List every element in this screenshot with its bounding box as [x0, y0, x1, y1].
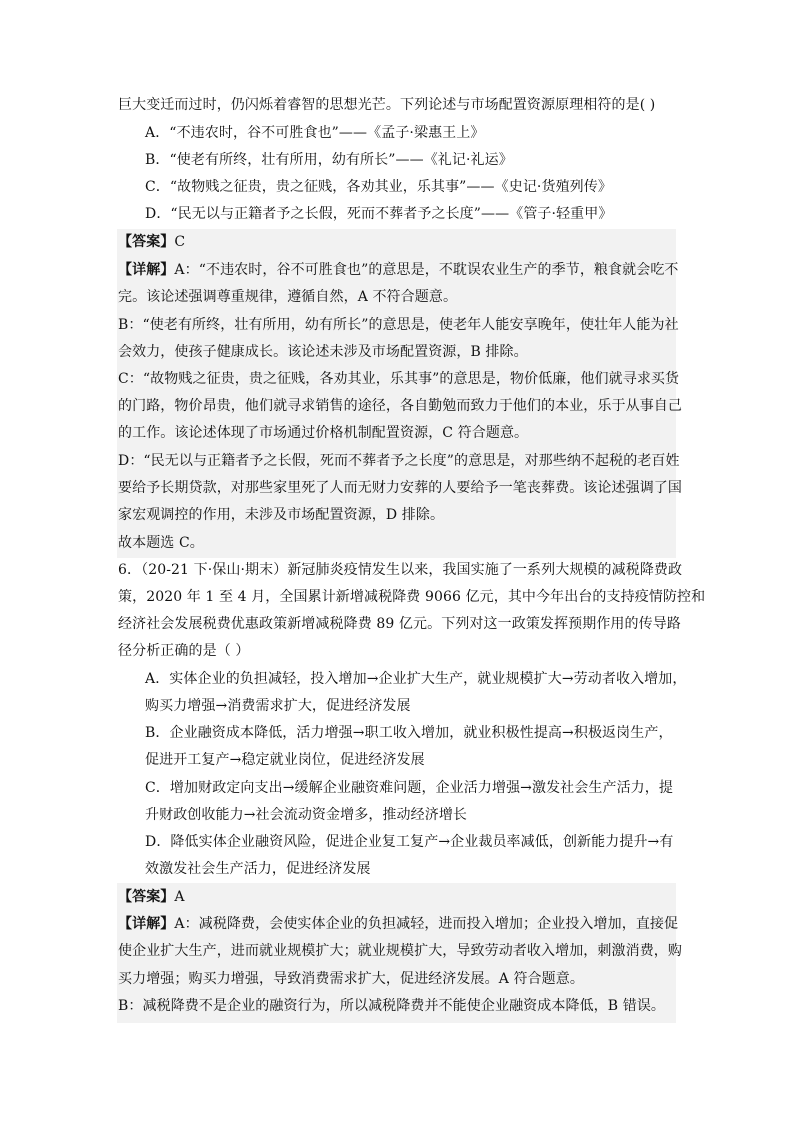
- q5-detail-line: D：“民无以与正籍者予之长假，死而不葬者予之长度”的意思是，对那些纳不起税的老百姓: [118, 453, 680, 469]
- q6-option-c-cont: 升财政创收能力→社会流动资金增多，推动经济增长: [145, 807, 468, 823]
- q6-option-b-cont: 促进开工复产→稳定就业岗位，促进经济发展: [145, 752, 425, 768]
- q6-stem-line: 径分析正确的是（ ）: [118, 643, 250, 659]
- q6-answer: [118, 887, 185, 907]
- q6-detail-line: 【详解】A：减税降费，会使实体企业的负担减轻，进而投入增加；企业投入增加，直接促: [118, 916, 679, 932]
- q5-detail-line: 【详解】A：“不违农时，谷不可胜食也”的意思是，不耽误农业生产的季节，粮食就会吃不: [118, 262, 679, 278]
- q6-stem-line: 策，2020 年 1 至 4 月，全国累计新增减税降费 9066 亿元，其中今年出台的支持疫情防控和: [118, 589, 706, 605]
- q5-detail-line: 的工作。该论述体现了市场通过价格机制配置资源，C 符合题意。: [118, 425, 529, 441]
- q5-option-a: A．“不违农时，谷不可胜食也”——《孟子·梁惠王上》: [145, 125, 485, 141]
- q6-option-a: A．实体企业的负担减轻，投入增加→企业扩大生产，就业规模扩大→劳动者收入增加，: [145, 671, 687, 687]
- q6-detail-line: 使企业扩大生产，进而就业规模扩大；就业规模扩大，导致劳动者收入增加，刺激消费，购: [118, 943, 682, 959]
- q6-detail-line: 买力增强；购买力增强，导致消费需求扩大，促进经济发展。A 符合题意。: [118, 971, 584, 987]
- q5-detail-line: 完。该论述强调尊重规律，遵循自然，A 不符合题意。: [118, 289, 458, 305]
- q6-stem-line: 6．（20-21 下·保山·期末）新冠肺炎疫情发生以来，我国实施了一系列大规模的减税降费政: [118, 562, 683, 578]
- q6-option-b: B．企业融资成本降低，活力增强→职工收入增加，就业积极性提高→积极返岗生产，: [145, 725, 673, 741]
- q5-detail-line: C：“故物贱之征贵，贵之征贱，各劝其业，乐其事”的意思是，物价低廉，他们就寻求买货: [118, 371, 680, 387]
- q5-stem: 巨大变迁而过时，仍闪烁着睿智的思想光芒。下列论述与市场配置资源原理相符的是( ): [118, 97, 656, 113]
- detail-tag: 【详解】: [118, 262, 175, 278]
- answer-value: C: [174, 234, 186, 250]
- q5-detail-line: 要给予长期贷款，对那些家里死了人而无财力安葬的人要给予一笔丧葬费。该论述强调了国: [118, 480, 682, 496]
- q5-answer: [118, 232, 185, 252]
- answer-value: A: [174, 889, 185, 905]
- q5-detail-line: 家宏观调控的作用，未涉及市场配置资源，D 排除。: [118, 507, 445, 523]
- q5-conclusion: 故本题选 C。: [118, 535, 204, 551]
- q5-option-c: C．“故物贱之征贵，贵之征贱，各劝其业，乐其事”——《史记·货殖列传》: [145, 179, 612, 195]
- q5-option-d: D．“民无以与正籍者予之长假，死而不葬者予之长度”——《管子·轻重甲》: [145, 206, 613, 222]
- answer-tag: 【答案】: [118, 889, 175, 905]
- q6-option-c: C．增加财政定向支出→缓解企业融资难问题，企业活力增强→激发社会生产活力，提: [145, 780, 673, 796]
- answer-tag: 【答案】: [118, 234, 175, 250]
- q5-detail-line: B：“使老有所终，壮有所用，幼有所长”的意思是，使老年人能安享晚年，使壮年人能为社: [118, 317, 679, 333]
- q5-detail-line: 的门路，物价昂贵，他们就寻求销售的途径，各自勤勉而致力于他们的本业，乐于从事自己: [118, 398, 682, 414]
- q6-detail-line: B：减税降费不是企业的融资行为，所以减税降费并不能使企业融资成本降低，B 错误。: [118, 998, 666, 1014]
- detail-tag: 【详解】: [118, 916, 175, 932]
- q6-option-a-cont: 购买力增强→消费需求扩大，促进经济发展: [145, 698, 411, 714]
- q6-stem-line: 经济社会发展税费优惠政策新增减税降费 89 亿元。下列对这一政策发挥预期作用的传导路: [118, 616, 681, 632]
- q5-detail-line: 会效力，使孩子健康成长。该论述未涉及市场配置资源，B 排除。: [118, 344, 528, 360]
- q6-option-d: D．降低实体企业融资风险，促进企业复工复产→企业裁员率减低，创新能力提升→有: [145, 834, 674, 850]
- q5-option-b: B．“使老有所终，壮有所用，幼有所长”——《礼记·礼运》: [145, 152, 513, 168]
- q6-option-d-cont: 效激发社会生产活力，促进经济发展: [145, 861, 371, 877]
